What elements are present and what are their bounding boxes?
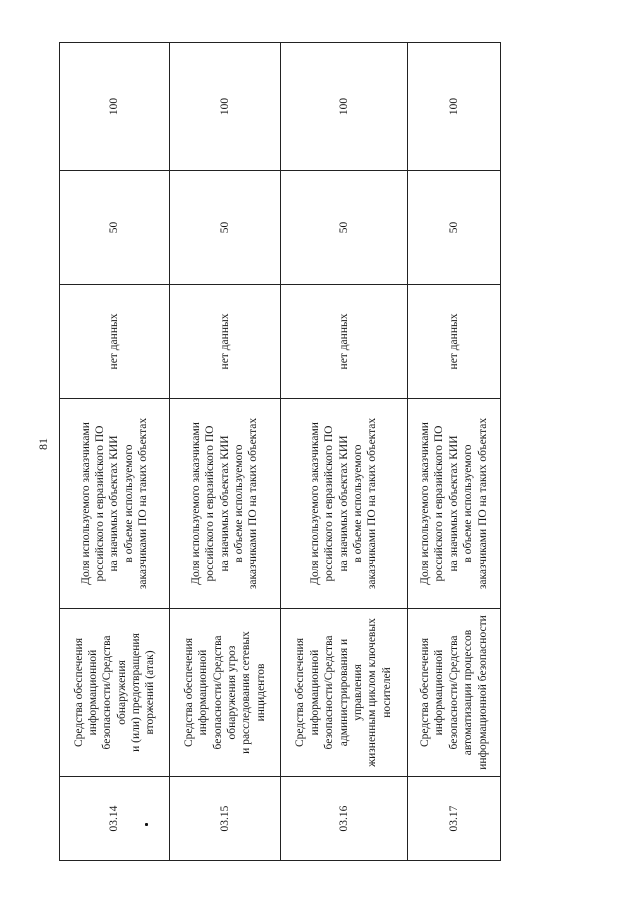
name-cell: Средства обеспечения информационной безопасности/Средства автоматизации процессов информационной безопасности	[408, 609, 501, 777]
value-cell: 100	[280, 43, 408, 171]
table-row	[60, 43, 170, 861]
name-cell: Средства обеспечения информационной безопасности/Средства администрирования и управления жизненным циклом ключевых носителей	[280, 609, 408, 777]
base-cell: нет данных	[280, 285, 408, 399]
code-cell: 03.16	[280, 777, 408, 861]
code-cell: 03.17	[408, 777, 501, 861]
table-row	[170, 43, 280, 861]
base-cell: нет данных	[170, 285, 280, 399]
indicator-cell: Доля используемого заказчиками российского и евразийского ПО на значимых объектах КИИ в объеме используемого заказчиками ПО на таких объектах	[408, 399, 501, 609]
table-row	[280, 43, 408, 861]
value-cell: 100	[170, 43, 280, 171]
value-cell: 100	[408, 43, 501, 171]
value-cell: 100	[60, 43, 170, 171]
rotated-table-wrapper	[59, 43, 501, 861]
value-cell: 50	[170, 171, 280, 285]
table-row	[408, 43, 501, 861]
base-cell: нет данных	[60, 285, 170, 399]
scan-speck	[145, 823, 148, 826]
code-cell: 03.14	[60, 777, 170, 861]
value-cell: 50	[280, 171, 408, 285]
indicator-cell: Доля используемого заказчиками российского и евразийского ПО на значимых объектах КИИ в объеме используемого заказчиками ПО на таких объектах	[280, 399, 408, 609]
value-cell: 50	[408, 171, 501, 285]
indicators-table	[59, 42, 501, 861]
code-cell: 03.15	[170, 777, 280, 861]
base-cell: нет данных	[408, 285, 501, 399]
value-cell: 50	[60, 171, 170, 285]
indicator-cell: Доля используемого заказчиками российского и евразийского ПО на значимых объектах КИИ в объеме используемого заказчиками ПО на таких объектах	[170, 399, 280, 609]
name-cell: Средства обеспечения информационной безопасности/Средства обнаружения и (или) предотвращения вторжений (атак)	[60, 609, 170, 777]
page-number: 81	[36, 438, 50, 450]
name-cell: Средства обеспечения информационной безопасности/Средства обнаружения угроз и расследования сетевых инцидентов	[170, 609, 280, 777]
indicator-cell: Доля используемого заказчиками российского и евразийского ПО на значимых объектах КИИ в объеме используемого заказчиками ПО на таких объектах	[60, 399, 170, 609]
